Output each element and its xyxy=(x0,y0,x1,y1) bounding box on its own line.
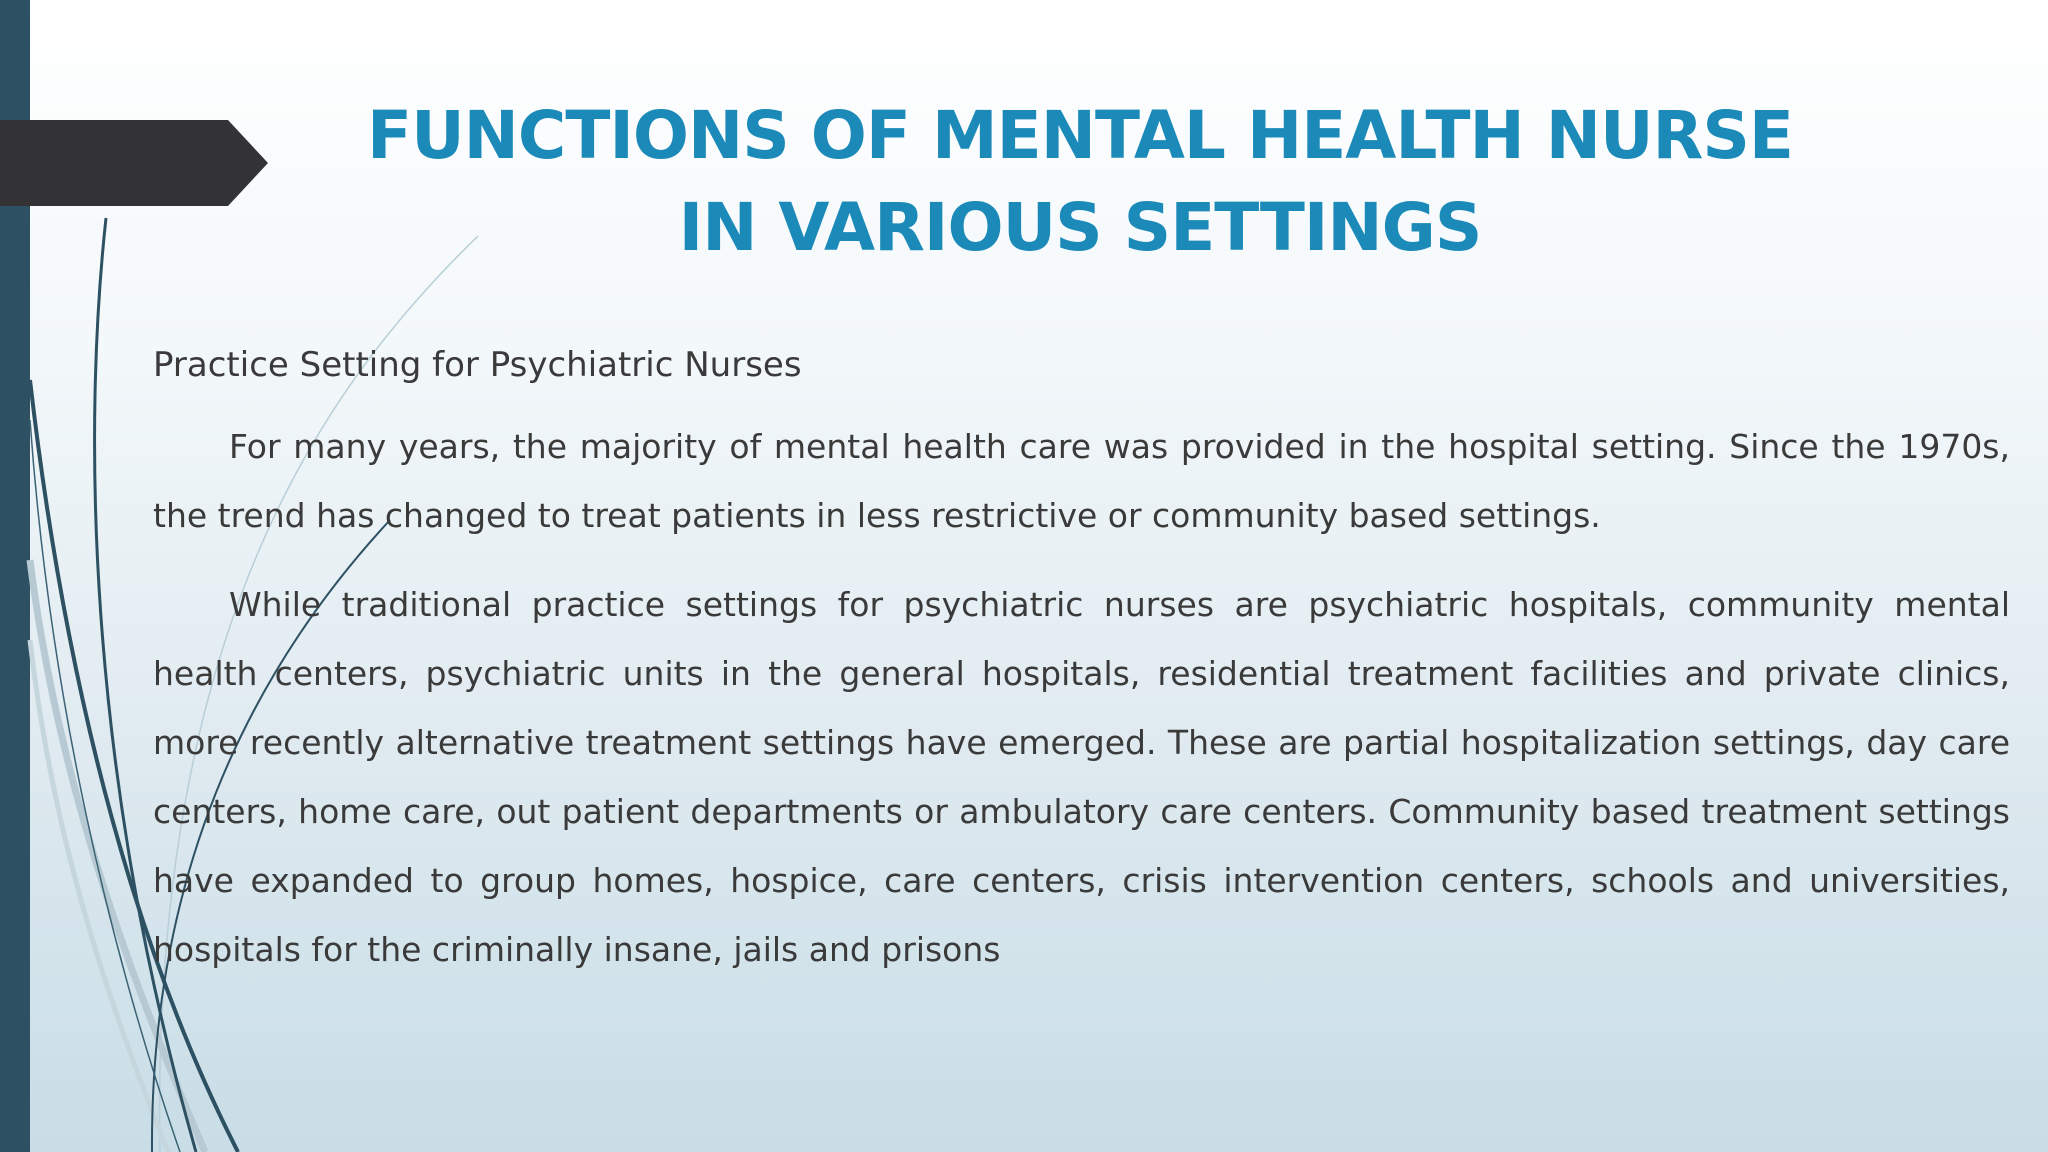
body-paragraph-2: While traditional practice settings for psychiatric nurses are psychiatric hospitals, community mental health centers, psychiatric units in the general hospitals, residential treatment facilities and private clinics, more recently alternative treatment settings have emerged. These are partial hospitalization settings, day care centers, home care, out patient departments or ambulatory care centers. Community based treatment settings have expanded to group homes, hospice, care centers, crisis intervention centers, schools and universities, hospitals for the criminally insane, jails and prisons xyxy=(153,585,2010,969)
slide-title xyxy=(280,90,1880,274)
decor-curve-light-wide-2 xyxy=(30,640,168,1152)
section-subheading: Practice Setting for Psychiatric Nurses xyxy=(153,345,802,385)
slide-body xyxy=(153,340,2010,1004)
body-paragraph-1: For many years, the majority of mental health care was provided in the hospital setting. Since the 1970s, the trend has changed to treat patients in less restrictive or community based settings. xyxy=(153,427,2010,535)
slide-title-line-1: FUNCTIONS OF MENTAL HEALTH NURSE xyxy=(367,97,1793,174)
title-tab-marker xyxy=(0,120,270,206)
slide-title-line-2: IN VARIOUS SETTINGS xyxy=(678,189,1482,266)
